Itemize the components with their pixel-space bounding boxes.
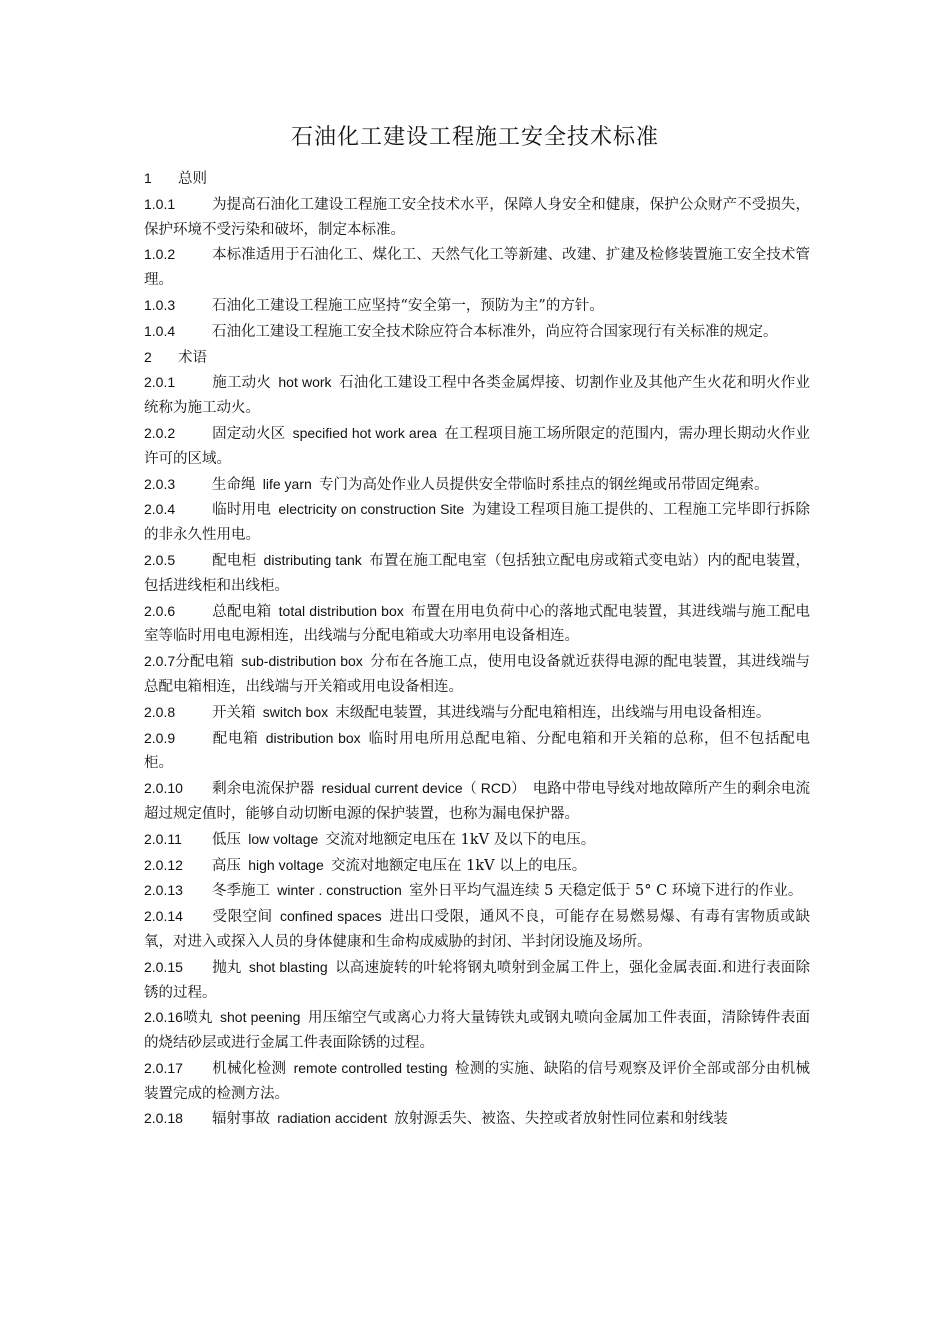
clause-text: 室外日平均气温连续 5 天稳定低于 5° C 环境下进行的作业。	[409, 883, 803, 900]
term-chinese: 分配电箱	[175, 654, 234, 671]
term-chinese: 剩余电流保护器	[212, 781, 315, 798]
term-chinese: 固定动火区	[212, 425, 286, 442]
clause-number: 1.0.3	[144, 296, 176, 313]
clause-text: 本标准适用于石油化工、煤化工、天然气化工等新建、改建、扩建及检修装置施工安全技术管理。	[144, 247, 810, 289]
clause-text: 在工程项目施工场所限定的范围内，需办理长期动火作业许可的区域。	[144, 425, 811, 467]
clause-text: 以高速旋转的叶轮将钢丸喷射到金属工件上，强化金属表面.和进行表面除锈的过程。	[144, 959, 811, 1001]
clause-paragraph	[144, 242, 810, 293]
section-heading	[144, 166, 810, 192]
clause-number: 1.0.2	[144, 246, 176, 263]
term-chinese: 喷丸	[182, 1010, 213, 1027]
term-chinese: 辐射事故	[212, 1111, 270, 1128]
clause-paragraph	[144, 878, 810, 904]
clause-paragraph	[144, 497, 810, 548]
clause-paragraph	[144, 853, 810, 879]
clause-paragraph	[144, 827, 810, 853]
term-english: shot peening	[220, 1009, 301, 1026]
document-title: 石油化工建设工程施工安全技术标准	[290, 125, 659, 150]
term-chinese: 施工动火	[212, 375, 272, 392]
clause-text: 交流对地额定电压在 1kV 及以下的电压。	[325, 831, 596, 848]
term-english: distribution box	[265, 729, 361, 746]
term-english: total distribution box	[278, 602, 404, 619]
clause-number: 2.0.7	[144, 653, 176, 670]
term-english: specified hot work area	[292, 424, 437, 441]
clause-paragraph	[144, 192, 810, 243]
term-chinese: 冬季施工	[212, 883, 270, 900]
term-english: distributing tank	[263, 551, 362, 568]
clause-text: 用压缩空气或离心力将大量铸铁丸或钢丸喷向金属加工件表面，清除铸件表面的烧结砂层或进行金属工件表面除锈的过程。	[144, 1010, 810, 1052]
clause-text: 专门为高处作业人员提供安全带临时系挂点的钢丝绳或吊带固定绳索。	[319, 476, 769, 493]
clause-number: 1.0.1	[144, 195, 176, 212]
clause-number: 1	[144, 170, 152, 186]
clause-text: 为提高石油化工建设工程施工安全技术水平，保障人身安全和健康，保护公众财产不受损失，保护环境不受污染和破坏，制定本标准。	[144, 196, 810, 238]
clause-paragraph	[144, 1056, 810, 1107]
clause-text: 石油化工建设工程施工安全技术除应符合本标准外，尚应符合国家现行有关标准的规定。	[212, 323, 778, 340]
clause-paragraph	[144, 548, 810, 599]
clause-text: 交流对地额定电压在 1kV 以上的电压。	[331, 857, 587, 874]
term-english: sub-distribution box	[241, 653, 363, 670]
clause-text: 布置在用电负荷中心的落地式配电装置，其进线端与施工配电室等临时用电电源相连，出线端与分配电箱或大功率用电设备相连。	[144, 603, 811, 645]
clause-number: 2.0.10	[144, 780, 183, 797]
clause-number: 2.0.5	[144, 551, 176, 568]
clause-paragraph	[144, 319, 810, 345]
clause-number: 2.0.6	[144, 602, 176, 619]
clause-paragraph	[144, 472, 810, 498]
term-chinese: 总配电箱	[212, 603, 272, 620]
section-heading	[144, 345, 810, 371]
clause-text: 放射源丢失、被盗、失控或者放射性同位素和射线装	[394, 1111, 728, 1128]
clause-paragraph	[144, 955, 810, 1006]
term-english: confined spaces	[279, 908, 382, 925]
clause-text: 临时用电所用总配电箱、分配电箱和开关箱的总称，但不包括配电柜。	[144, 730, 811, 772]
clause-paragraph	[144, 649, 810, 700]
term-english: electricity on construction Site	[278, 501, 465, 518]
term-english: residual current device（ RCD）	[321, 780, 526, 797]
term-english: switch box	[262, 703, 329, 720]
term-chinese: 高压	[212, 857, 241, 874]
clause-number: 2.0.11	[144, 830, 182, 847]
term-chinese: 受限空间	[212, 909, 273, 926]
clause-number: 1.0.4	[144, 322, 176, 339]
clause-number: 2.0.18	[144, 1110, 183, 1127]
term-english: remote controlled testing	[293, 1059, 448, 1076]
clause-paragraph	[144, 293, 810, 319]
clause-text: 石油化工建设工程施工应坚持“安全第一，预防为主”的方针。	[212, 297, 604, 314]
clause-text: 电路中带电导线对地故障所产生的剩余电流超过规定值时，能够自动切断电源的保护装置，也称为漏电保护器。	[144, 781, 811, 822]
clause-paragraph	[144, 599, 810, 650]
clause-text: 分布在各施工点，使用电设备就近获得电源的配电装置，其进线端与总配电箱相连，出线端与开关箱或用电设备相连。	[144, 654, 811, 695]
clause-number: 2	[144, 348, 152, 365]
clause-text: 为建设工程项目施工提供的、工程施工完毕即行拆除的非永久性用电。	[144, 502, 811, 544]
clause-paragraph	[144, 904, 810, 955]
clause-paragraph	[144, 421, 810, 472]
clause-paragraph	[144, 726, 810, 777]
term-chinese: 低压	[212, 831, 241, 848]
clause-number: 2.0.9	[144, 729, 176, 746]
clause-number: 2.0.16	[144, 1009, 183, 1026]
term-english: winter . construction	[277, 882, 402, 899]
clause-paragraph	[144, 700, 810, 726]
clause-text: 布置在施工配电室（包括独立配电房或箱式变电站）内的配电装置，包括进线柜和出线柜。	[144, 552, 811, 594]
heading-text: 术语	[178, 349, 207, 366]
term-english: life yarn	[262, 475, 312, 492]
clause-text: 末级配电装置，其进线端与分配电箱相连，出线端与用电设备相连。	[335, 704, 771, 721]
clause-number: 2.0.1	[144, 374, 176, 391]
term-english: radiation accident	[277, 1110, 387, 1127]
clause-number: 2.0.2	[144, 424, 176, 441]
heading-text: 总则	[178, 171, 207, 187]
clause-text: 检测的实施、缺陷的信号观察及评价全部或部分由机械装置完成的检测方法。	[144, 1060, 811, 1102]
term-english: low voltage	[248, 830, 319, 847]
clause-number: 2.0.13	[144, 882, 183, 899]
term-english: high voltage	[248, 856, 324, 873]
term-chinese: 配电柜	[212, 552, 257, 569]
clause-paragraph	[144, 370, 810, 421]
clause-paragraph	[144, 776, 810, 827]
clause-paragraph	[144, 1005, 810, 1056]
term-chinese: 临时用电	[212, 502, 272, 519]
term-chinese: 抛丸	[212, 959, 242, 976]
clause-number: 2.0.15	[144, 958, 183, 975]
clause-number: 2.0.14	[144, 908, 183, 925]
term-english: hot work	[278, 374, 332, 391]
term-english: shot blasting	[248, 958, 328, 975]
term-chinese: 开关箱	[212, 704, 256, 721]
clause-number: 2.0.4	[144, 501, 176, 518]
clause-number: 2.0.17	[144, 1059, 183, 1076]
clause-text: 进出口受限，通风不良，可能存在易燃易爆、有毒有害物质或缺氧，对进入或探入人员的身体健康和生命构成威胁的封闭、半封闭设施及场所。	[144, 909, 811, 950]
clause-paragraph	[144, 1106, 810, 1132]
term-chinese: 生命绳	[212, 476, 256, 493]
clause-number: 2.0.12	[144, 856, 183, 873]
clause-number: 2.0.3	[144, 475, 176, 492]
clause-number: 2.0.8	[144, 703, 176, 720]
term-chinese: 配电箱	[212, 730, 259, 747]
clause-text: 石油化工建设工程中各类金属焊接、切割作业及其他产生火花和明火作业统称为施工动火。	[144, 375, 811, 417]
term-chinese: 机械化检测	[212, 1060, 287, 1077]
document-body	[144, 166, 810, 1132]
